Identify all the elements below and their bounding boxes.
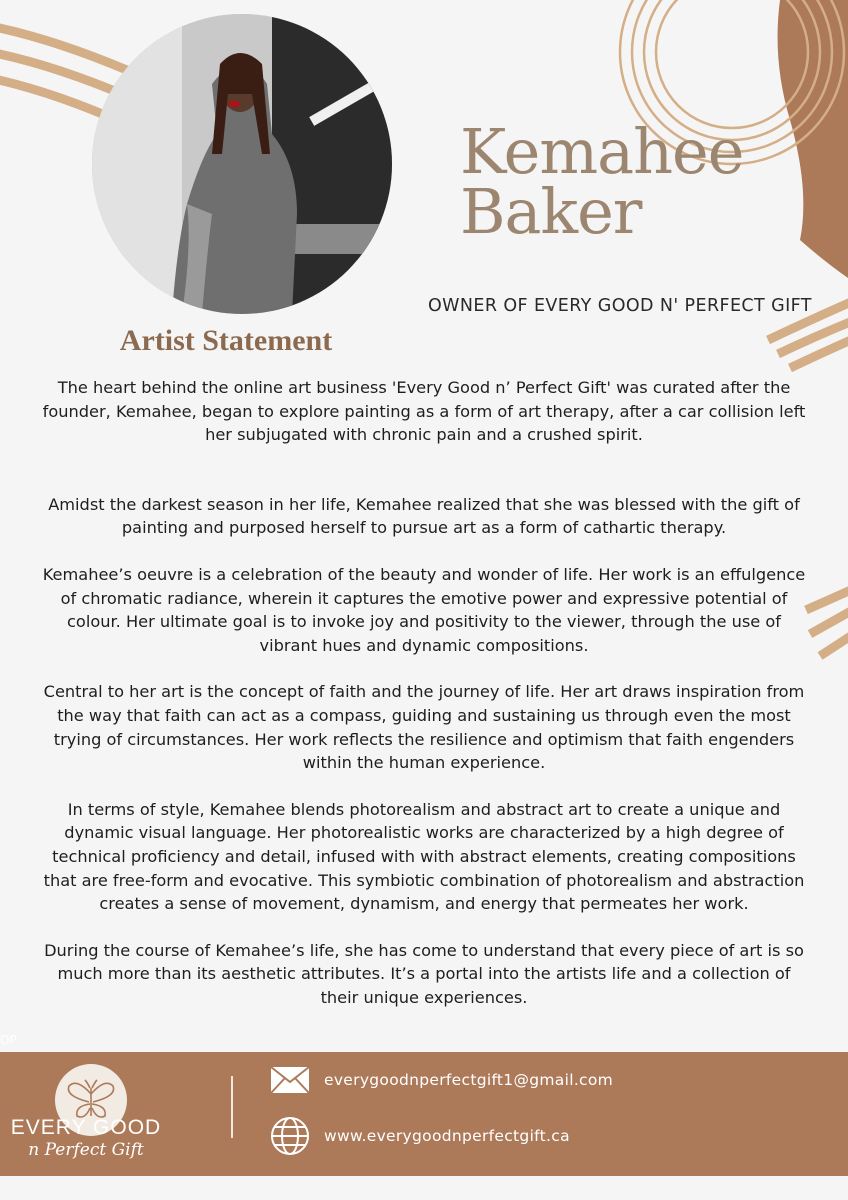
statement-paragraph: Amidst the darkest season in her life, Kemahee realized that she was blessed with the gift of painting and purposed herself to pursue art as a form of cathartic therapy.: [48, 494, 800, 538]
website-contact[interactable]: [270, 1116, 570, 1156]
statement-body: [38, 376, 810, 1032]
email-contact[interactable]: [270, 1066, 613, 1094]
email-address[interactable]: everygoodnperfectgift1@gmail.com: [324, 1071, 614, 1089]
name-last: Baker: [460, 175, 642, 248]
logo-script: n Perfect Gift: [28, 1140, 144, 1160]
name-first: Kemahee: [460, 115, 744, 188]
margin-mark: OP: [0, 1033, 17, 1047]
statement-paragraph: The heart behind the online art business 'Every Good n’ Perfect Gift' was curated after the founder, Kemahee, began to explore painting as a form of art therapy, after a car collision left her subjugated with chronic pain and a crushed spirit.: [42, 378, 806, 445]
statement-paragraph: In terms of style, Kemahee blends photorealism and abstract art to create a unique and dynamic visual language. Her photorealistic works are characterized by a high degree of technical proficiency and detail, infused with with abstract elements, creating compositions that are free-form and evocative. This symbiotic combination of photorealism and abstraction creates a sense of movement, dynamism, and energy that permeates her work.: [43, 799, 805, 914]
website-url[interactable]: www.everygoodnperfectgift.ca: [324, 1127, 570, 1145]
right-stripes-lower: [806, 586, 848, 656]
statement-paragraph: Central to her art is the concept of faith and the journey of life. Her art draws inspiration from the way that faith can act as a compass, guiding and sustaining us through even the most trying of circumstances. Her work reflects the resilience and optimism that faith engenders within the human experience.: [43, 682, 805, 773]
footer-divider: [231, 1076, 233, 1138]
artist-portrait: [92, 14, 392, 314]
statement-paragraph: During the course of Kemahee’s life, she has come to understand that every piece of art is so much more than its aesthetic attributes. It’s a portal into the artists life and a collection of their unique experiences.: [44, 940, 804, 1007]
artist-name: [460, 115, 744, 248]
globe-icon: [270, 1116, 310, 1156]
bottom-band: [0, 1176, 848, 1200]
section-title: Artist Statement: [119, 324, 333, 357]
logo-wordmark: EVERY GOOD: [10, 1116, 162, 1139]
envelope-icon: [270, 1066, 310, 1094]
footer: [0, 1052, 848, 1176]
statement-paragraph: Kemahee’s oeuvre is a celebration of the beauty and wonder of life. Her work is an effulgence of chromatic radiance, wherein it captures the emotive power and expressive potential of colour. Her ultimate goal is to invoke joy and positivity to the viewer, through the use of vibrant hues and dynamic compositions.: [42, 564, 806, 655]
top-right-blob: [778, 0, 848, 278]
artist-role: OWNER OF EVERY GOOD N' PERFECT GIFT: [428, 296, 812, 316]
